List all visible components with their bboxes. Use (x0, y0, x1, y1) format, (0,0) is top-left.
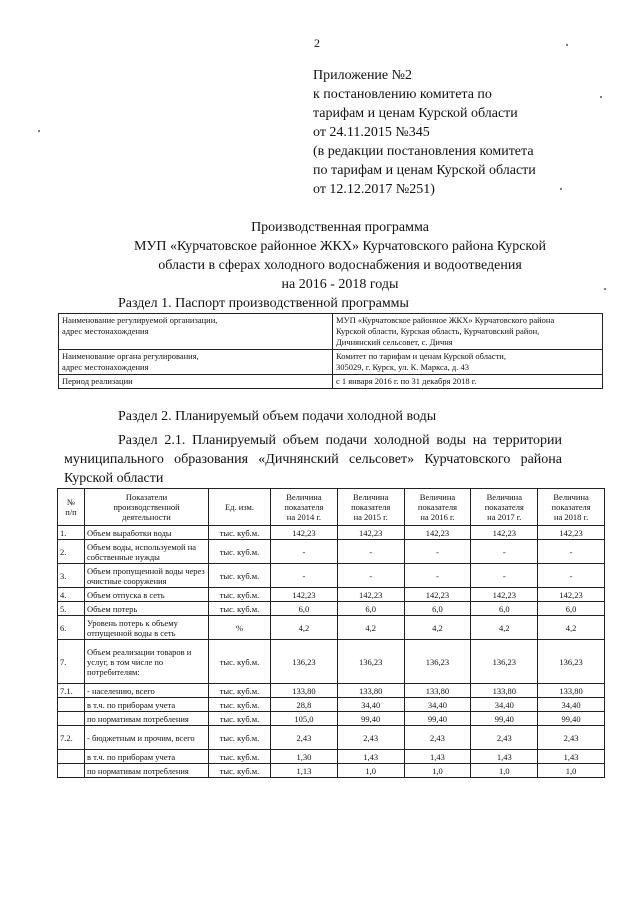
header-line: Величина (553, 492, 589, 502)
cell-value: 136,23 (404, 640, 471, 684)
cell-indicator: Объем реализации товаров и услуг, в том числе по потребителям: (85, 640, 209, 684)
title-line: области в сферах холодного водоснабжения и водоотведения (158, 258, 522, 273)
cell-indicator: Объем выработки воды (85, 526, 209, 540)
cell-indicator: по нормативам потребления (85, 712, 209, 726)
cell-value: 1,43 (337, 750, 404, 764)
cell-indicator: Объем потерь (85, 602, 209, 616)
cell-value: 34,40 (404, 698, 471, 712)
cell-num: 6. (58, 616, 85, 640)
cell-value: 6,0 (337, 602, 404, 616)
cell-num: 4. (58, 588, 85, 602)
cell-num: 7.2. (58, 726, 85, 750)
cell-num (58, 750, 85, 764)
cell-num: 5. (58, 602, 85, 616)
cell-indicator: Объем пропущенной воды через очистные сооружения (85, 564, 209, 588)
cell-value: 142,23 (404, 588, 471, 602)
cell-unit: тыс. куб.м. (209, 602, 271, 616)
section-2-heading: Раздел 2. Планируемый объем подачи холодной воды (118, 409, 437, 424)
passport-label (59, 350, 333, 375)
cell-indicator: Объем отпуска в сеть (85, 588, 209, 602)
cell-num: 7. (58, 640, 85, 684)
table-row (58, 588, 605, 602)
cell-value: 2,43 (471, 726, 538, 750)
header-year (271, 489, 338, 526)
section-2-1-heading: Раздел 2.1. Планируемый объем подачи холодной воды на территории муниципального образования «Дичнянский сельсовет» Курчатовского района Курской области (64, 433, 562, 486)
cell-value: 1,13 (271, 764, 338, 778)
document-title (60, 218, 620, 294)
title-line: МУП «Курчатовское районное ЖКХ» Курчатовского района Курской (133, 239, 546, 254)
cell-unit: тыс. куб.м. (209, 712, 271, 726)
cell-unit: тыс. куб.м. (209, 764, 271, 778)
table-row (58, 540, 605, 564)
cell-unit: тыс. куб.м. (209, 564, 271, 588)
scan-speck (600, 96, 602, 98)
table-row (58, 640, 605, 684)
cell-num: 2. (58, 540, 85, 564)
cell-unit: тыс. куб.м. (209, 726, 271, 750)
passport-value-line: 305029, г. Курск, ул. К. Маркса, д. 43 (336, 362, 469, 372)
passport-value (333, 314, 603, 350)
table-row (58, 564, 605, 588)
cell-value: 1,43 (404, 750, 471, 764)
cell-value: 4,2 (337, 616, 404, 640)
table-row (58, 712, 605, 726)
cell-value: 4,2 (538, 616, 605, 640)
cell-indicator: - населению, всего (85, 684, 209, 698)
header-line: показателя (284, 502, 324, 512)
cell-value: 133,80 (538, 684, 605, 698)
cell-value: 142,23 (271, 588, 338, 602)
appendix-line: (в редакции постановления комитета (313, 144, 534, 159)
cell-value: 34,40 (471, 698, 538, 712)
water-volume-table (57, 488, 605, 778)
table-row (58, 526, 605, 540)
cell-indicator: по нормативам потребления (85, 764, 209, 778)
cell-unit: тыс. куб.м. (209, 640, 271, 684)
cell-value: 1,30 (271, 750, 338, 764)
page-number: 2 (314, 36, 320, 50)
passport-label-line: Наименование регулируемой организации, (62, 315, 218, 325)
passport-row (59, 314, 603, 350)
header-line: на 2014 г. (286, 512, 322, 522)
cell-value: - (337, 564, 404, 588)
header-line: на 2015 г. (353, 512, 388, 522)
table-row (58, 698, 605, 712)
cell-value: 99,40 (538, 712, 605, 726)
cell-value: 142,23 (271, 526, 338, 540)
header-line: Величина (353, 492, 389, 502)
cell-unit: % (209, 616, 271, 640)
cell-value: 133,80 (471, 684, 538, 698)
passport-label-line: адрес местонахождения (62, 326, 149, 336)
cell-value: 133,80 (337, 684, 404, 698)
cell-value: 142,23 (337, 588, 404, 602)
header-line: показателя (551, 502, 591, 512)
cell-unit: тыс. куб.м. (209, 750, 271, 764)
cell-value: 142,23 (538, 526, 605, 540)
cell-value: - (271, 564, 338, 588)
passport-row (59, 375, 603, 389)
appendix-line: Приложение №2 (313, 68, 412, 83)
passport-label (59, 314, 333, 350)
cell-value: - (538, 540, 605, 564)
header-year (538, 489, 605, 526)
passport-label-line: адрес местонахождения (62, 362, 149, 372)
table-row (58, 750, 605, 764)
cell-value: 136,23 (471, 640, 538, 684)
cell-value: 1,0 (471, 764, 538, 778)
cell-value: 6,0 (471, 602, 538, 616)
scan-speck (38, 130, 40, 132)
cell-value: 142,23 (471, 588, 538, 602)
cell-value: - (271, 540, 338, 564)
passport-value-line: Дичнянский сельсовет, с. Дичня (336, 337, 453, 347)
header-year (337, 489, 404, 526)
cell-value: 1,43 (538, 750, 605, 764)
header-line: производственной (113, 502, 180, 512)
cell-value: 2,43 (404, 726, 471, 750)
cell-value: 1,43 (471, 750, 538, 764)
header-name (85, 489, 209, 526)
passport-value-line: Курской области, Курская область, Курчатовский район, (336, 326, 540, 336)
table-header-row (58, 489, 605, 526)
cell-value: 1,0 (538, 764, 605, 778)
cell-value: 105,0 (271, 712, 338, 726)
cell-num (58, 764, 85, 778)
cell-value: - (471, 540, 538, 564)
appendix-line: к постановлению комитета по (313, 87, 492, 102)
header-line: на 2018 г. (553, 512, 589, 522)
passport-label-line: Наименование органа регулирования, (62, 351, 199, 361)
header-line: на 2016 г. (420, 512, 455, 522)
cell-indicator: Уровень потерь к объему отпущенной воды в сеть (85, 616, 209, 640)
header-line: на 2017 г. (487, 512, 522, 522)
passport-label (59, 375, 333, 389)
section-1-heading: Раздел 1. Паспорт производственной программы (118, 296, 409, 311)
passport-table (58, 313, 603, 389)
cell-value: 142,23 (404, 526, 471, 540)
table-row (58, 616, 605, 640)
cell-num (58, 698, 85, 712)
passport-label-line: Период реализации (62, 376, 133, 386)
cell-value: 6,0 (404, 602, 471, 616)
header-line: Показатели (125, 492, 168, 502)
passport-row (59, 350, 603, 375)
cell-value: - (337, 540, 404, 564)
cell-indicator: в т.ч. по приборам учета (85, 750, 209, 764)
cell-num: 3. (58, 564, 85, 588)
cell-value: 1,0 (337, 764, 404, 778)
appendix-line: по тарифам и ценам Курской области (313, 163, 536, 178)
cell-value: 4,2 (471, 616, 538, 640)
cell-value: 34,40 (538, 698, 605, 712)
cell-num: 1. (58, 526, 85, 540)
cell-unit: тыс. куб.м. (209, 588, 271, 602)
header-line: Величина (486, 492, 522, 502)
header-line: п/п (65, 507, 77, 517)
scan-speck (604, 288, 606, 290)
cell-value: 136,23 (538, 640, 605, 684)
cell-value: 2,43 (337, 726, 404, 750)
header-line: Величина (419, 492, 456, 502)
header-year (471, 489, 538, 526)
cell-num: 7.1. (58, 684, 85, 698)
cell-value: 6,0 (538, 602, 605, 616)
appendix-line: от 12.12.2017 №251) (313, 182, 435, 197)
cell-unit: тыс. куб.м. (209, 684, 271, 698)
passport-value-line: с 1 января 2016 г. по 31 декабря 2018 г. (336, 376, 477, 386)
cell-value: 99,40 (404, 712, 471, 726)
header-num (58, 489, 85, 526)
cell-value: 136,23 (271, 640, 338, 684)
header-line: показателя (417, 502, 458, 512)
header-unit: Ед. изм. (209, 489, 271, 526)
cell-indicator: - бюджетным и прочим, всего (85, 726, 209, 750)
cell-value: - (404, 540, 471, 564)
cell-value: 136,23 (337, 640, 404, 684)
cell-value: 6,0 (271, 602, 338, 616)
cell-unit: тыс. куб.м. (209, 698, 271, 712)
title-line: Производственная программа (251, 220, 429, 235)
header-line: Величина (286, 492, 322, 502)
cell-value: 2,43 (538, 726, 605, 750)
cell-unit: тыс. куб.м. (209, 540, 271, 564)
cell-value: 4,2 (404, 616, 471, 640)
passport-value-line: МУП «Курчатовское районное ЖКХ» Курчатовского района (336, 315, 555, 325)
passport-value (333, 350, 603, 375)
cell-value: 142,23 (337, 526, 404, 540)
passport-value-line: Комитет по тарифам и ценам Курской области, (336, 351, 506, 361)
cell-value: 142,23 (538, 588, 605, 602)
cell-value: 4,2 (271, 616, 338, 640)
cell-num (58, 712, 85, 726)
cell-indicator: в т.ч. по приборам учета (85, 698, 209, 712)
cell-value: 28,8 (271, 698, 338, 712)
cell-value: - (538, 564, 605, 588)
header-year (404, 489, 471, 526)
header-line: № (66, 497, 76, 507)
table-row (58, 764, 605, 778)
cell-value: 133,80 (271, 684, 338, 698)
cell-value: 142,23 (471, 526, 538, 540)
cell-unit: тыс. куб.м. (209, 526, 271, 540)
cell-value: - (404, 564, 471, 588)
appendix-line: тарифам и ценам Курской области (313, 106, 518, 121)
header-line: показателя (351, 502, 391, 512)
cell-value: 133,80 (404, 684, 471, 698)
appendix-line: от 24.11.2015 №345 (313, 125, 430, 140)
appendix-block (313, 66, 536, 199)
table-row (58, 684, 605, 698)
table-row (58, 726, 605, 750)
table-row (58, 602, 605, 616)
cell-value: 1,0 (404, 764, 471, 778)
cell-value: 34,40 (337, 698, 404, 712)
title-line: на 2016 - 2018 годы (281, 277, 399, 292)
header-line: показателя (484, 502, 524, 512)
passport-value (333, 375, 603, 389)
cell-indicator: Объем воды, используемой на собственные нужды (85, 540, 209, 564)
cell-value: - (471, 564, 538, 588)
cell-value: 99,40 (337, 712, 404, 726)
cell-value: 99,40 (471, 712, 538, 726)
scan-speck (566, 44, 568, 46)
scan-speck (560, 188, 562, 190)
header-line: деятельности (122, 512, 171, 522)
cell-value: 2,43 (271, 726, 338, 750)
